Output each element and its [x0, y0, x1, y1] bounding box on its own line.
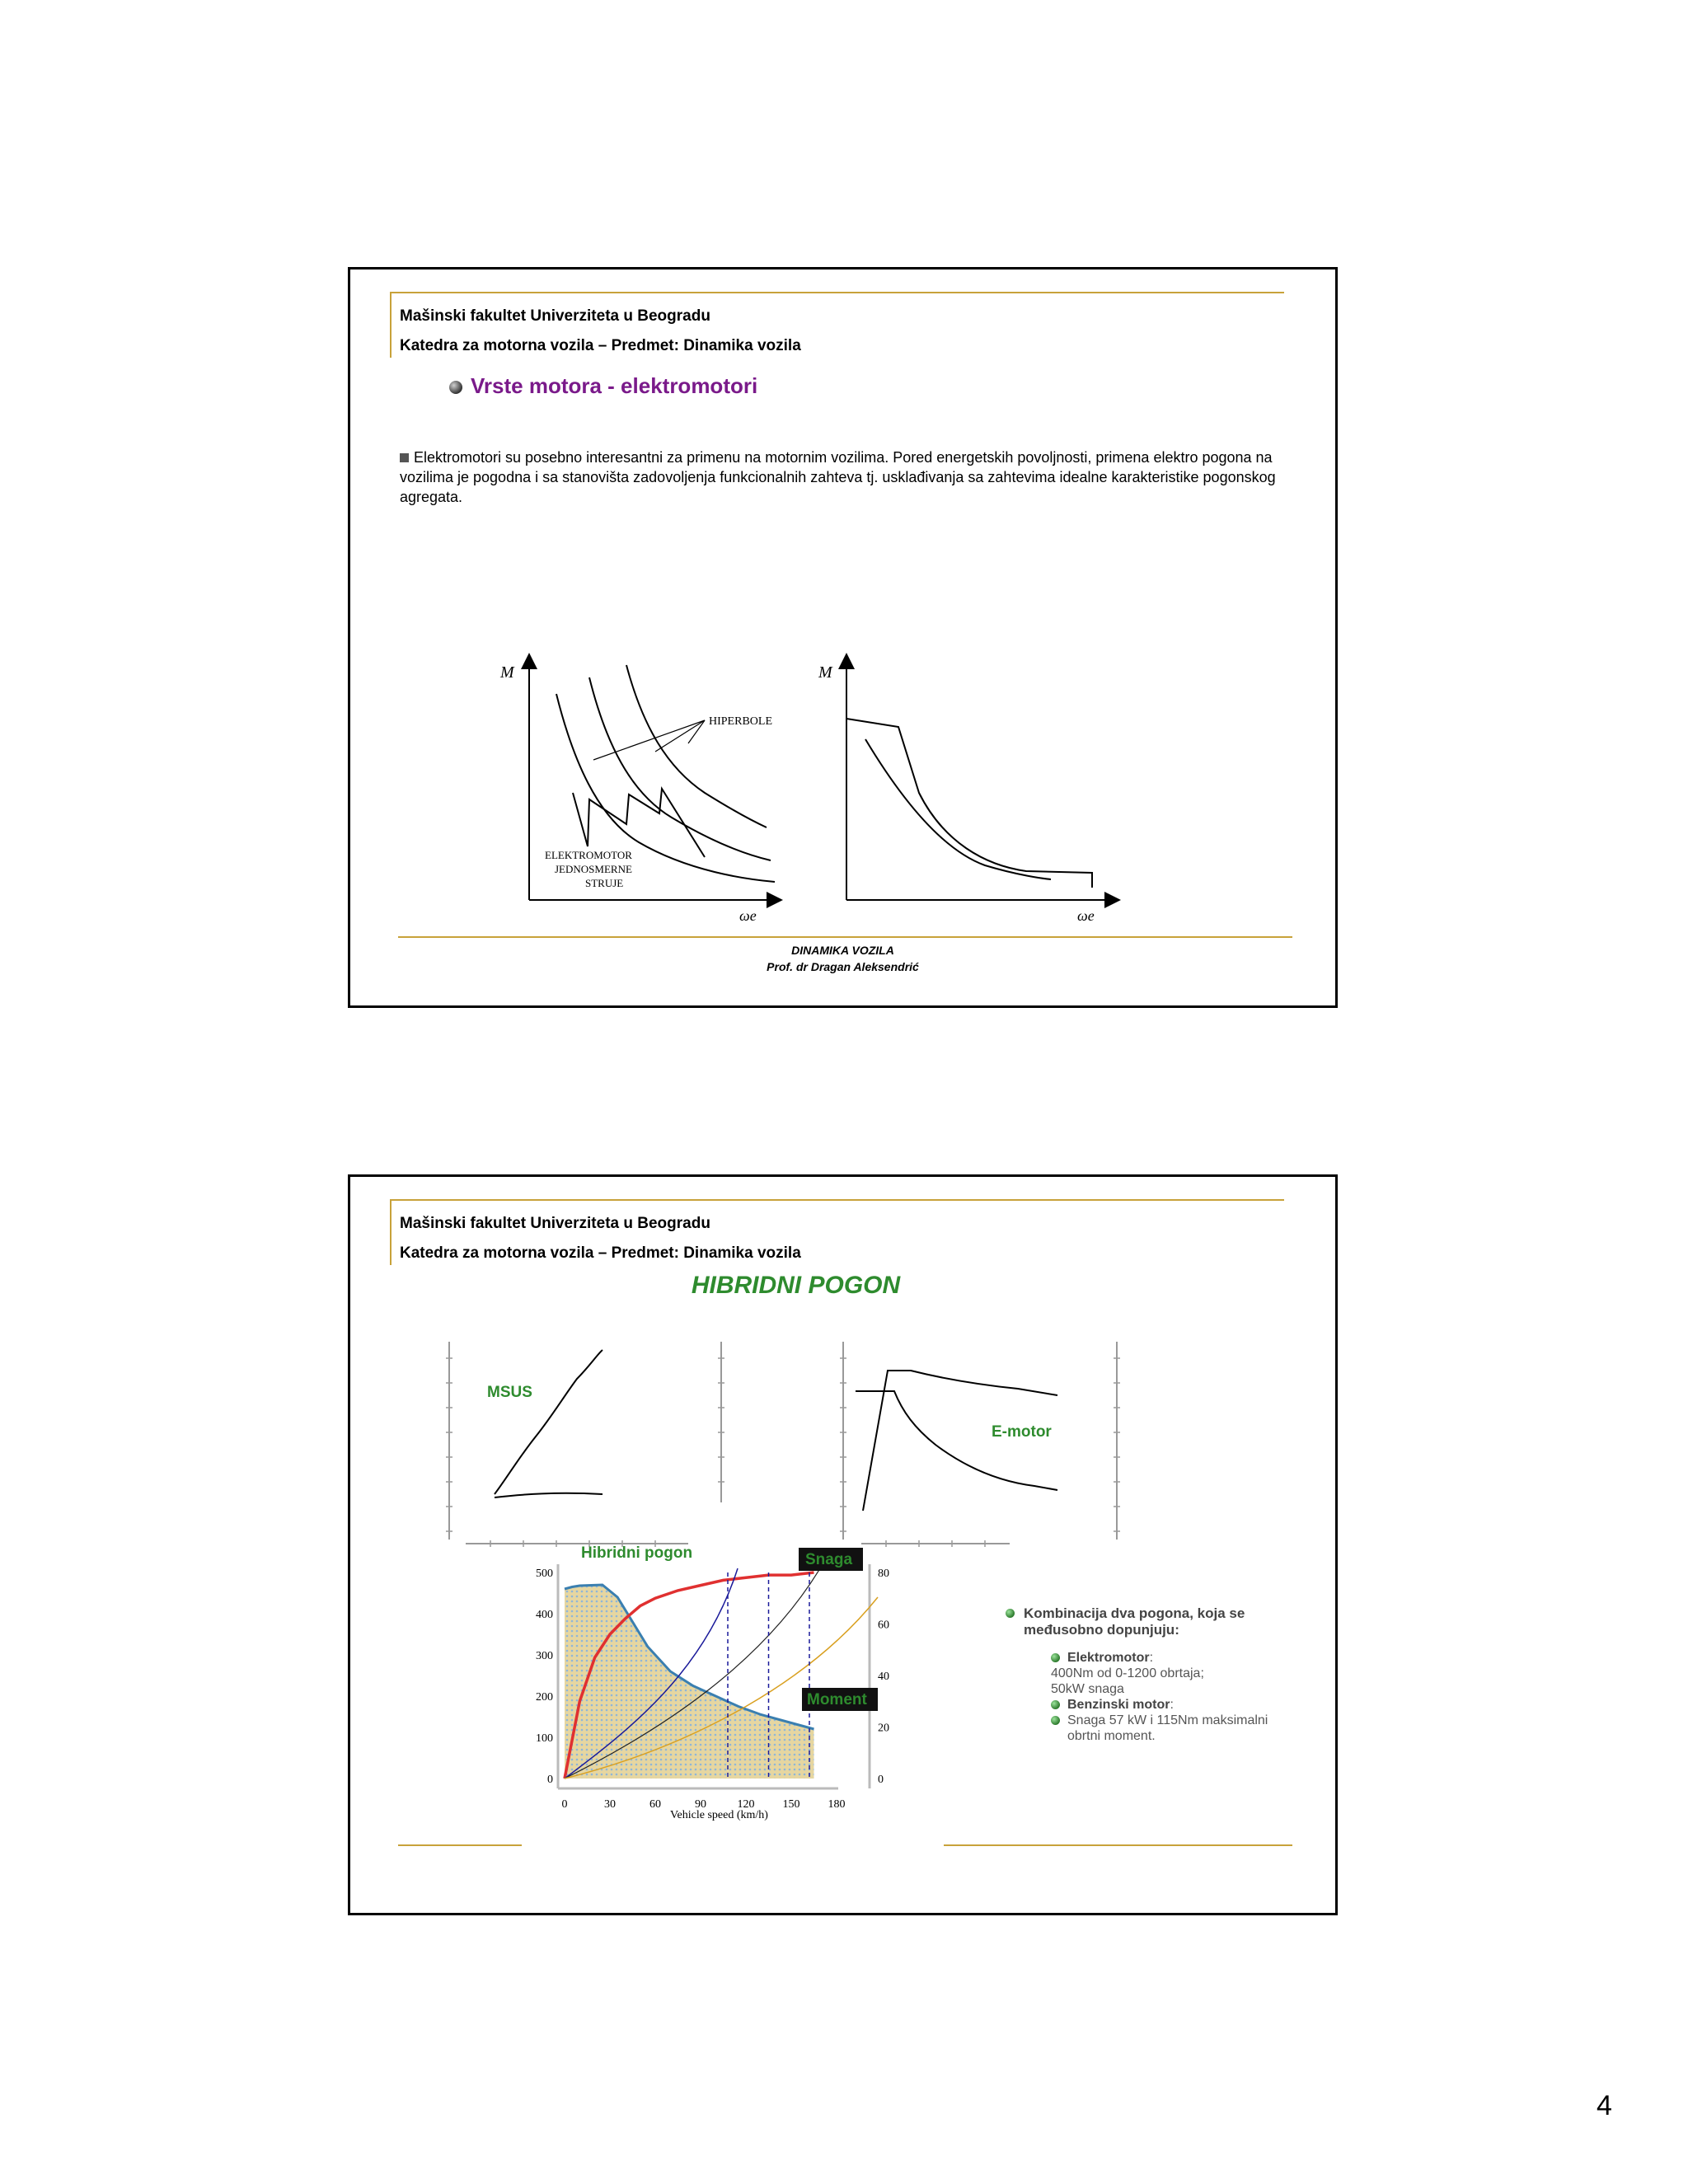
y-left-tick-label: 500 [536, 1568, 553, 1580]
header-rule [390, 292, 1284, 293]
x-tick-label: 180 [828, 1798, 846, 1811]
hyperbola-2 [589, 677, 771, 860]
y-right-tick-label: 0 [878, 1774, 884, 1786]
left-y-label: M [500, 663, 514, 682]
hiperbole-pointer-3 [688, 720, 705, 743]
header-department: Katedra za motorna vozila – Predmet: Dinamika vozila [400, 337, 801, 354]
footer-rule-left [398, 1844, 522, 1846]
y-right-tick-label: 80 [878, 1568, 889, 1580]
footer-rule [398, 936, 1292, 938]
motor-label-1: ELEKTROMOTOR [545, 849, 632, 861]
motor-label-2: JEDNOSMERNE [555, 863, 632, 875]
body-paragraph [400, 448, 1298, 507]
page-number: 4 [1597, 2090, 1612, 2121]
x-tick-label: 120 [737, 1798, 755, 1811]
y-left-tick-label: 200 [536, 1691, 553, 1704]
header-rule [390, 1199, 1284, 1201]
green-bullet-icon [1051, 1700, 1060, 1709]
legend-box [1006, 1605, 1286, 1744]
y-left-tick-label: 0 [547, 1774, 553, 1786]
y-left-tick-label: 300 [536, 1650, 553, 1662]
moment-label: Moment [807, 1691, 867, 1708]
legend-item2-text: Snaga 57 kW i 115Nm maksimalni obrtni moment. [1067, 1713, 1268, 1743]
emotor-torque-curve [856, 1391, 1057, 1490]
torque-characteristics-figure [449, 644, 1216, 925]
title-bullet-icon [449, 381, 462, 394]
legend-item1-text1: 400Nm od 0-1200 obrtaja; [1051, 1666, 1204, 1680]
snaga-label: Snaga [805, 1551, 853, 1568]
legend-item1-label: Elektromotor [1067, 1651, 1150, 1665]
footer-rule-right [944, 1844, 1292, 1846]
ideal-hyperbola [865, 739, 1051, 879]
y-left-tick-label: 100 [536, 1732, 553, 1745]
legend-item2-colon: : [1170, 1698, 1174, 1712]
y-left-tick-label: 400 [536, 1609, 553, 1621]
slide-title: HIBRIDNI POGON [691, 1272, 901, 1299]
motor-label-3: STRUJE [585, 877, 624, 889]
header-institution: Mašinski fakultet Univerziteta u Beogradu [400, 1215, 710, 1232]
hiperbole-pointer-2 [655, 720, 705, 752]
header-institution: Mašinski fakultet Univerziteta u Beogradu [400, 307, 710, 325]
green-bullet-icon [1051, 1716, 1060, 1725]
x-tick-label: 90 [695, 1798, 706, 1811]
chart-layer [536, 1564, 889, 1811]
x-tick-label: 30 [604, 1798, 616, 1811]
dc-motor-curve [573, 789, 705, 857]
y-right-tick-label: 20 [878, 1722, 889, 1735]
x-tick-label: 150 [782, 1798, 800, 1811]
footer-course: DINAMIKA VOZILA [791, 944, 894, 957]
legend-item2-text-row [1051, 1713, 1286, 1744]
emotor-label: E-motor [992, 1423, 1052, 1441]
body-text: Elektromotori su posebno interesantni za primenu na motornim vozilima. Pored energetskih povoljnosti, primena elektro pogona na vozilima je pogodna i sa stanovišta zadovoljenja funkcionalnih zahteva tj. usklađivanja sa zahtevima idealne karakteristike pogonskog agregata. [400, 449, 1276, 505]
legend-intro-text: Kombinacija dva pogona, koja se međusobno dopunjuju: [1024, 1605, 1245, 1638]
y-right-tick-label: 40 [878, 1671, 889, 1683]
hyperbola-3 [626, 665, 767, 827]
x-tick-label: 60 [649, 1798, 661, 1811]
slide-1 [348, 267, 1338, 1008]
legend-item-elektromotor [1051, 1650, 1286, 1666]
header-department: Katedra za motorna vozila – Predmet: Dinamika vozila [400, 1244, 801, 1262]
msus-power-curve [495, 1350, 603, 1494]
electric-motor-curve [846, 719, 1092, 888]
hiperbole-label: HIPERBOLE [709, 715, 772, 728]
x-axis-label: Vehicle speed (km/h) [670, 1809, 768, 1821]
msus-label: MSUS [487, 1384, 532, 1401]
y-right-tick-label: 60 [878, 1619, 889, 1632]
legend-item1-text2: 50kW snaga [1051, 1682, 1124, 1696]
legend-intro [1006, 1605, 1286, 1638]
green-bullet-icon [1006, 1609, 1015, 1618]
legend-item-benzinski [1051, 1697, 1286, 1713]
slide-title: Vrste motora - elektromotori [471, 373, 758, 398]
legend-item2-label: Benzinski motor [1067, 1698, 1170, 1712]
slide-2 [348, 1174, 1338, 1915]
header-bar [390, 1199, 392, 1265]
hibridni-pogon-label: Hibridni pogon [581, 1544, 693, 1562]
left-x-label: ωe [739, 907, 757, 924]
legend-item1-colon: : [1149, 1651, 1154, 1665]
footer-author: Prof. dr Dragan Aleksendrić [767, 960, 919, 973]
right-y-label: M [818, 663, 832, 682]
x-tick-label: 0 [561, 1798, 568, 1811]
hybrid-chart [490, 1540, 952, 1824]
msus-emotor-plots [441, 1338, 1150, 1552]
square-bullet-icon [400, 453, 409, 462]
header-bar [390, 292, 392, 358]
msus-torque-curve [495, 1493, 603, 1497]
right-x-label: ωe [1077, 907, 1095, 924]
green-bullet-icon [1051, 1653, 1060, 1662]
